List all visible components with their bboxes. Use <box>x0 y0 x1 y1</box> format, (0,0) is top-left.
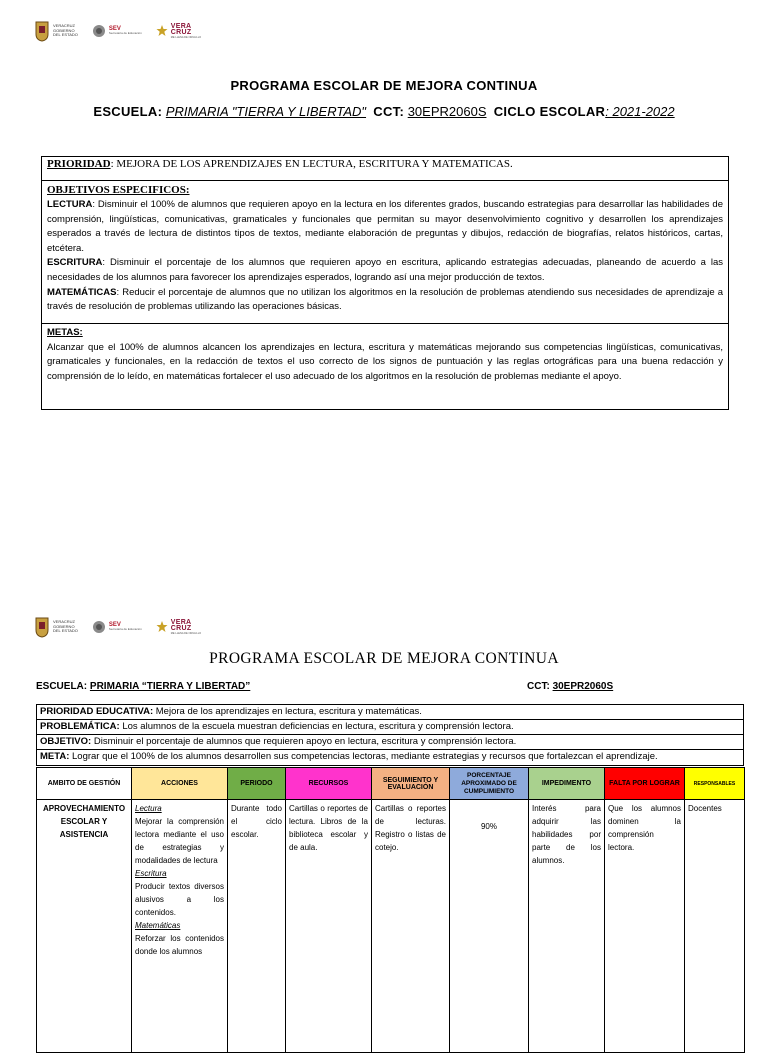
table-header-row <box>37 768 745 800</box>
prioridad-educativa-row <box>37 705 743 720</box>
veracruz-gobierno-logo <box>34 20 78 42</box>
veracruz-logo-line-1: VERACRUZ <box>53 619 76 625</box>
vera-logo-line-1: VERA <box>170 618 192 626</box>
cell-ambito: APROVECHAMIENTO ESCOLAR Y ASISTENCIA <box>37 800 132 1053</box>
cell-impedimento: Interés para adquirir las habilidades por parte de los alumnos. <box>529 800 605 1053</box>
sev-logo-sub: Secretaría de Educación <box>108 31 142 36</box>
veracruz-logo-line-3: DEL ESTADO <box>53 628 78 634</box>
vera-logo-line-1: VERA <box>170 22 192 30</box>
objetivos-label: OBJETIVOS ESPECIFICOS: <box>47 184 190 196</box>
vera-logo-sub: ME LLENA DE ORGULLO <box>170 35 202 39</box>
cell-recursos: Cartillas o reportes de lectura. Libros de la biblioteca escolar y de aula. <box>286 800 372 1053</box>
matematicas-paragraph <box>47 286 723 315</box>
escritura-label: ESCRITURA <box>47 257 103 269</box>
lectura-text: : Disminuir el 100% de alumnos que requieren apoyo en la lectura en los diferentes grados, buscando estrategias para desarrollar las habilidades de comprensión, lingüísticas, comunicativas, gramaticales y funcionales que permitan su mayor desenvolvimiento cognitivo y desarrollen los aprendizajes esperados a través de lectura de distintos tipos de textos, mediante elaboración de preguntas y dibujos, redacción de biografías, relatos históricos, cartas, etcétera. <box>47 199 723 254</box>
acciones-text-matematicas: Reforzar los contenidos donde los alumnos <box>135 934 224 956</box>
page-title-2: PROGRAMA ESCOLAR DE MEJORA CONTINUA <box>209 650 559 667</box>
objectives-box <box>41 156 729 410</box>
cell-porcentaje: 90% <box>450 800 529 1053</box>
problematica-row <box>37 720 743 735</box>
plan-table <box>36 767 745 1053</box>
cell-falta: Que los alumnos dominen la comprensión lectora. <box>605 800 685 1053</box>
escuela-value: PRIMARIA "TIERRA Y LIBERTAD" <box>165 104 367 119</box>
table-row <box>37 800 745 1053</box>
header-acciones: ACCIONES <box>132 768 228 800</box>
sev-logo-name: SEV <box>108 26 121 33</box>
prioridad-label: PRIORIDAD <box>47 158 111 170</box>
cell-acciones <box>132 800 228 1053</box>
acciones-heading-escritura: Escritura <box>135 869 167 878</box>
acciones-heading-lectura: Lectura <box>135 804 162 813</box>
vera-cruz-logo <box>156 24 201 39</box>
veracruz-shield-icon <box>34 616 50 638</box>
row-text: Los alumnos de la escuela muestran deficiencias en lectura, escritura y comprensión lectora. <box>119 721 514 732</box>
veracruz-logo-line-2: GOBIERNO <box>53 27 75 33</box>
row-text: Lograr que el 100% de los alumnos desarrollen sus competencias lectoras, mediante estrategias y recursos que fortalezcan el aprendizaje. <box>69 751 658 762</box>
row-text: Disminuir el porcentaje de alumnos que requieren apoyo en lectura, escritura y comprensión lectora. <box>91 736 517 747</box>
acciones-text-escritura: Producir textos diversos alusivos a los contenidos. <box>135 882 224 917</box>
escuela-label-2: ESCUELA: <box>36 681 88 692</box>
lectura-label: LECTURA <box>47 199 93 210</box>
vera-cruz-star-icon <box>156 24 168 38</box>
metas-label: METAS: <box>47 327 83 338</box>
sev-emblem-icon <box>92 22 106 40</box>
sev-logo-2 <box>92 618 142 636</box>
sev-logo <box>92 22 142 40</box>
veracruz-shield-icon <box>34 20 50 42</box>
veracruz-logo-line-2: GOBIERNO <box>53 623 75 629</box>
cct-label-2: CCT: <box>527 681 550 692</box>
escritura-text: : Disminuir el porcentaje de los alumnos que requieren apoyo en escritura, aplicando estrategias adecuadas, planeando de acuerdo a las necesidades de los alumnos para favorecer los aprendizajes esperados, logrando así una mejor producción de textos. <box>47 257 723 283</box>
header-periodo: PERIODO <box>228 768 286 800</box>
header-responsables: RESPONSABLES <box>685 768 745 800</box>
escuela-value-2: PRIMARIA “TIERRA Y LIBERTAD” <box>89 681 251 692</box>
header-ambito: AMBITO DE GESTIÓN <box>37 768 132 800</box>
page-title: PROGRAMA ESCOLAR DE MEJORA CONTINUA <box>230 78 538 93</box>
vera-logo-line-2: CRUZ <box>170 624 192 632</box>
header-impedimento: IMPEDIMENTO <box>529 768 605 800</box>
meta-row <box>37 750 743 765</box>
veracruz-gobierno-logo-2 <box>34 616 78 638</box>
acciones-heading-matematicas: Matemáticas <box>135 921 181 930</box>
ciclo-label: CICLO ESCOLAR <box>493 104 606 119</box>
ciclo-value: : 2021-2022 <box>605 104 675 119</box>
matematicas-label: MATEMÁTICAS <box>47 286 117 298</box>
row-label: PROBLEMÁTICA: <box>40 721 120 732</box>
sev-logo-sub: Secretaría de Educación <box>108 627 142 632</box>
escritura-paragraph <box>47 256 723 285</box>
cell-responsables: Docentes <box>685 800 745 1053</box>
logo-bar-top <box>34 20 215 42</box>
cell-periodo: Durante todo el ciclo escolar. <box>228 800 286 1053</box>
cct-value-2: 30EPR2060S <box>552 681 614 692</box>
objetivos-section <box>42 181 728 324</box>
vera-logo-line-2: CRUZ <box>170 28 192 36</box>
cct-line-2 <box>527 681 613 692</box>
veracruz-logo-line-1: VERACRUZ <box>53 23 76 29</box>
veracruz-logo-line-3: DEL ESTADO <box>53 32 78 38</box>
row-label: OBJETIVO: <box>40 736 92 747</box>
prioridad-section <box>42 157 728 181</box>
cell-seguimiento: Cartillas o reportes de lecturas. Registro o listas de cotejo. <box>372 800 450 1053</box>
matematicas-text: : Reducir el porcentaje de alumnos que no utilizan los algoritmos en la resolución de problemas atendiendo sus necesidades de aprendizaje a través de resolución de problemas utilizando las operaciones básicas. <box>47 286 723 313</box>
acciones-text-lectura: Mejorar la comprensión lectora mediante el uso de estrategias y modalidades de lectura <box>135 817 224 865</box>
vera-cruz-logo-2 <box>156 620 201 635</box>
header-falta: FALTA POR LOGRAR <box>605 768 685 800</box>
metas-text: Alcanzar que el 100% de alumnos alcancen los aprendizajes en lectura, escritura y matemáticas mejorando sus competencias lingüísticas, comunicativas, gramaticales y funcionales, en la redacción de textos el uso correcto de los signos de puntuación y las reglas ortográficas para una buena redacción y comprensión de lo leído, en matemáticas fortalecer el uso adecuado de los algoritmos en la resolución de problemas mediante el apoyo. <box>47 341 723 382</box>
prioridad-text: : MEJORA DE LOS APRENDIZAJES EN LECTURA, ESCRITURA Y MATEMATICAS. <box>110 158 513 170</box>
sev-logo-name: SEV <box>108 622 121 629</box>
cct-label: CCT: <box>373 104 405 119</box>
cct-value: 30EPR2060S <box>407 104 487 119</box>
vera-cruz-star-icon <box>156 620 168 634</box>
vera-logo-sub: ME LLENA DE ORGULLO <box>170 631 202 635</box>
school-info-line <box>0 104 768 119</box>
lectura-paragraph <box>47 198 723 256</box>
metas-section <box>42 324 728 384</box>
escuela-label: ESCUELA: <box>93 104 163 119</box>
objetivo-row <box>37 735 743 750</box>
header-seguimiento: SEGUIMIENTO Y EVALUACIÓN <box>372 768 450 800</box>
row-text: Mejora de los aprendizajes en lectura, escritura y matemáticas. <box>153 706 422 717</box>
escuela-line-2 <box>36 681 250 692</box>
logo-bar-bottom <box>34 616 215 638</box>
row-label: META: <box>40 751 70 762</box>
header-recursos: RECURSOS <box>286 768 372 800</box>
header-porcentaje: PORCENTAJE APROXIMADO DE CUMPLIMIENTO <box>450 768 529 800</box>
info-rows <box>36 704 744 766</box>
row-label: PRIORIDAD EDUCATIVA: <box>40 706 154 717</box>
sev-emblem-icon <box>92 618 106 636</box>
